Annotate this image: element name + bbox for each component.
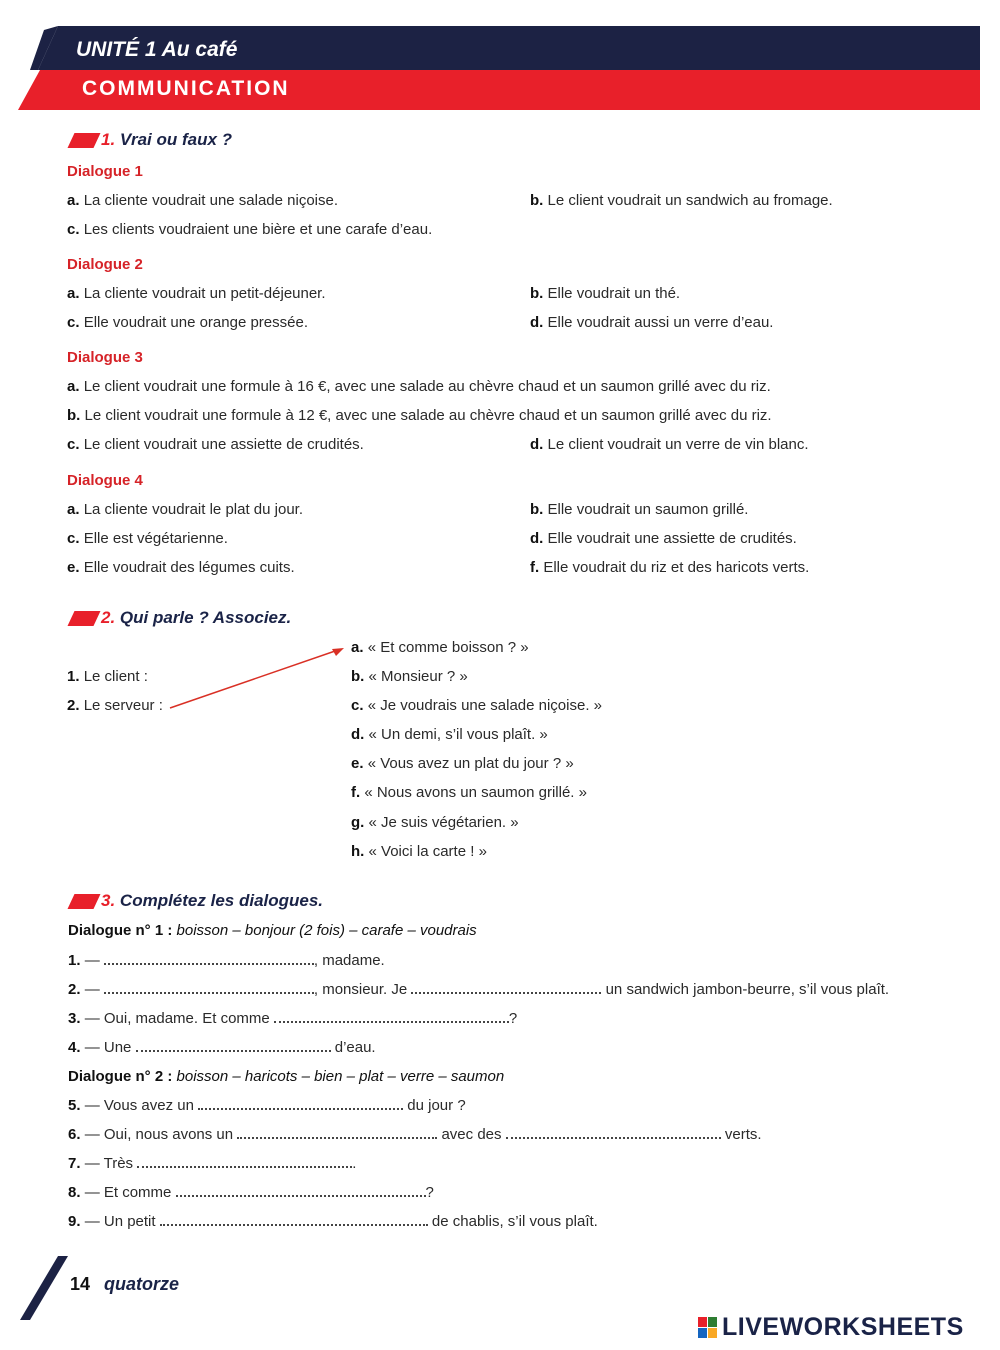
d4-item-c: c. Elle est végétarienne. bbox=[67, 530, 228, 547]
blank[interactable] bbox=[411, 982, 601, 994]
phrase-a[interactable]: a. « Et comme boisson ? » bbox=[351, 639, 529, 656]
phrase-c[interactable]: c. « Je voudrais une salade niçoise. » bbox=[351, 697, 603, 714]
liveworksheets-watermark: LIVEWORKSHEETS bbox=[722, 1313, 964, 1341]
fill-line-4: 4. — Une d’eau. bbox=[68, 1039, 376, 1056]
d3-item-d: d. Le client voudrait un verre de vin blanc. bbox=[530, 436, 809, 453]
dialogue2-heading: Dialogue 2 bbox=[67, 256, 143, 273]
dialogue1-heading: Dialogue 1 bbox=[67, 163, 143, 180]
footer-stripe bbox=[0, 1250, 80, 1340]
blank[interactable] bbox=[506, 1127, 721, 1139]
blank[interactable] bbox=[160, 1214, 428, 1226]
section3-flag-icon bbox=[68, 894, 101, 909]
phrase-g[interactable]: g. « Je suis végétarien. » bbox=[351, 814, 519, 831]
section2-title: 2. Qui parle ? Associez. bbox=[101, 608, 292, 627]
d2-item-d: d. Elle voudrait aussi un verre d’eau. bbox=[530, 314, 774, 331]
fill-line-1: 1. — , madame. bbox=[68, 952, 385, 969]
unit-title: UNITÉ 1 Au café bbox=[76, 38, 238, 61]
fill-line-2: 2. — , monsieur. Je un sandwich jambon-beurre, s’il vous plaît. bbox=[68, 981, 890, 998]
fill-line-7: 7. — Très . bbox=[68, 1155, 357, 1172]
d4-item-e: e. Elle voudrait des légumes cuits. bbox=[67, 559, 295, 576]
dialogue4-heading: Dialogue 4 bbox=[67, 472, 143, 489]
d1-item-a: a. La cliente voudrait une salade niçoise. bbox=[67, 192, 339, 209]
d2-item-b: b. Elle voudrait un thé. bbox=[530, 285, 681, 302]
blank[interactable] bbox=[136, 1040, 331, 1052]
d1-item-c: c. Les clients voudraient une bière et une carafe d’eau. bbox=[67, 221, 433, 238]
phrase-f[interactable]: f. « Nous avons un saumon grillé. » bbox=[351, 784, 587, 801]
page-word: quatorze bbox=[104, 1274, 180, 1294]
d4-item-d: d. Elle voudrait une assiette de crudités. bbox=[530, 530, 797, 547]
dialogue-n1-heading: Dialogue n° 1 : boisson – bonjour (2 fois) – carafe – voudrais bbox=[68, 922, 477, 939]
fill-line-9: 9. — Un petit de chablis, s’il vous plaît. bbox=[68, 1213, 598, 1230]
fill-line-3: 3. — Oui, madame. Et comme ? bbox=[68, 1010, 518, 1027]
liveworksheets-logo-icon bbox=[698, 1317, 718, 1339]
blank[interactable] bbox=[104, 953, 314, 965]
d3-item-b: b. Le client voudrait une formule à 12 €, avec une salade au chèvre chaud et un saumon grillé avec du riz. bbox=[67, 407, 772, 424]
d3-item-c: c. Le client voudrait une assiette de crudités. bbox=[67, 436, 364, 453]
speaker-waiter[interactable]: 2. Le serveur : bbox=[67, 697, 163, 714]
d2-item-a: a. La cliente voudrait un petit-déjeuner. bbox=[67, 285, 326, 302]
fill-line-5: 5. — Vous avez un du jour ? bbox=[68, 1097, 466, 1114]
speaker-client: 1. Le client : bbox=[67, 668, 148, 685]
page-number: 14 bbox=[70, 1274, 91, 1294]
dialogue3-heading: Dialogue 3 bbox=[67, 349, 143, 366]
dialogue-n2-heading: Dialogue n° 2 : boisson – haricots – bien – plat – verre – saumon bbox=[68, 1068, 505, 1085]
phrase-h[interactable]: h. « Voici la carte ! » bbox=[351, 843, 487, 860]
d4-item-a: a. La cliente voudrait le plat du jour. bbox=[67, 501, 303, 518]
blank[interactable] bbox=[198, 1098, 403, 1110]
fill-line-6: 6. — Oui, nous avons un avec des verts. bbox=[68, 1126, 762, 1143]
phrase-b[interactable]: b. « Monsieur ? » bbox=[351, 668, 468, 685]
blank[interactable] bbox=[137, 1156, 352, 1168]
section3-title: 3. Complétez les dialogues. bbox=[101, 891, 324, 910]
section-title: COMMUNICATION bbox=[82, 77, 290, 100]
blank[interactable] bbox=[274, 1011, 509, 1023]
section1-flag-icon bbox=[68, 133, 101, 148]
d4-item-b: b. Elle voudrait un saumon grillé. bbox=[530, 501, 749, 518]
blank[interactable] bbox=[104, 982, 314, 994]
section2-flag-icon bbox=[68, 611, 101, 626]
d3-item-a: a. Le client voudrait une formule à 16 €, avec une salade au chèvre chaud et un saumon grillé avec du riz. bbox=[67, 378, 771, 395]
blank[interactable] bbox=[176, 1185, 426, 1197]
match-arrow[interactable] bbox=[160, 640, 350, 720]
fill-line-8: 8. — Et comme ? bbox=[68, 1184, 434, 1201]
section1-title: 1. Vrai ou faux ? bbox=[101, 130, 233, 149]
d1-item-b: b. Le client voudrait un sandwich au fromage. bbox=[530, 192, 833, 209]
blank[interactable] bbox=[237, 1127, 437, 1139]
phrase-d[interactable]: d. « Un demi, s’il vous plaît. » bbox=[351, 726, 548, 743]
d2-item-c: c. Elle voudrait une orange pressée. bbox=[67, 314, 308, 331]
d4-item-f: f. Elle voudrait du riz et des haricots verts. bbox=[530, 559, 810, 576]
phrase-e[interactable]: e. « Vous avez un plat du jour ? » bbox=[351, 755, 574, 772]
